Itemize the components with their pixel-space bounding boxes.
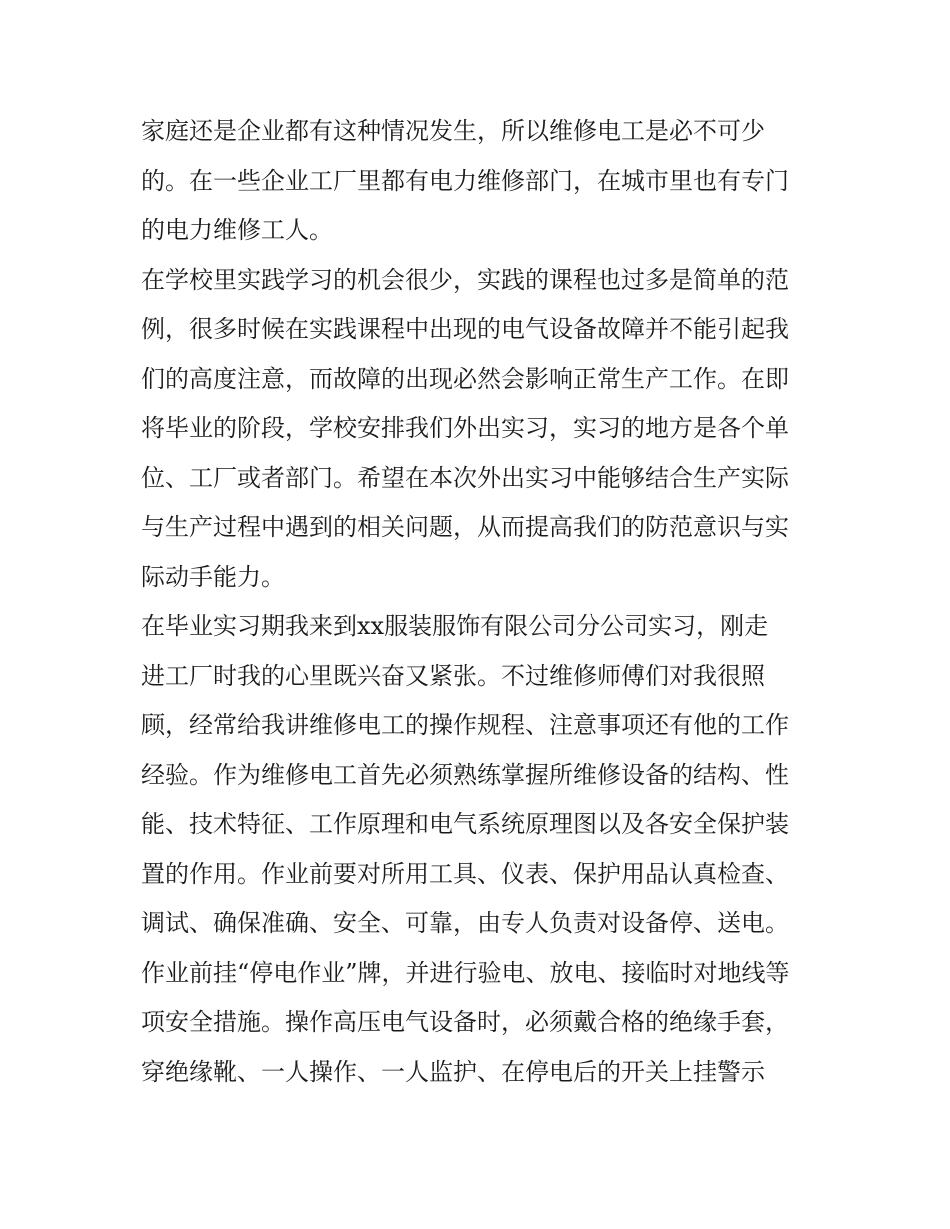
text-line: 际动手能力。: [141, 562, 285, 591]
text-line: 与生产过程中遇到的相关问题，从而提高我们的防范意识与实: [141, 513, 789, 541]
text-line: 在毕业实习期我来到xx服装服饰有限公司分公司实习，刚走: [141, 612, 769, 640]
text-line: 进工厂时我的心里既兴奋又紧张。不过维修师傅们对我很照: [141, 661, 765, 690]
text-line: 置的作用。作业前要对所用工具、仪表、保护用品认真检查、: [141, 859, 789, 888]
text-line: 调试、确保准确、安全、可靠，由专人负责对设备停、送电。: [141, 909, 789, 937]
text-line: 顾，经常给我讲维修电工的操作规程、注意事项还有他的工作: [141, 711, 789, 739]
text-line: 经验。作为维修电工首先必须熟练掌握所维修设备的结构、性: [141, 760, 789, 789]
text-line: 的电力维修工人。: [141, 216, 333, 244]
document-body-text: [141, 107, 821, 1097]
text-line: 能、技术特征、工作原理和电气系统原理图以及各安全保护装: [141, 810, 789, 838]
text-line: 家庭还是企业都有这种情况发生，所以维修电工是必不可少: [141, 117, 765, 145]
text-line: 作业前挂“停电作业”牌，并进行验电、放电、接临时对地线等: [141, 958, 790, 987]
text-line: 位、工厂或者部门。希望在本次外出实习中能够结合生产实际: [141, 463, 789, 492]
text-line: 穿绝缘靴、一人操作、一人监护、在停电后的开关上挂警示: [141, 1057, 765, 1086]
text-line: 在学校里实践学习的机会很少，实践的课程也过多是简单的范: [141, 265, 789, 294]
text-line: 项安全措施。操作高压电气设备时，必须戴合格的绝缘手套，: [141, 1008, 789, 1036]
text-line: 的。在一些企业工厂里都有电力维修部门，在城市里也有专门: [141, 166, 789, 195]
text-line: 将毕业的阶段，学校安排我们外出实习，实习的地方是各个单: [141, 414, 789, 442]
text-line: 们的高度注意，而故障的出现必然会影响正常生产工作。在即: [141, 364, 789, 393]
text-line: 例，很多时候在实践课程中出现的电气设备故障并不能引起我: [141, 315, 789, 343]
